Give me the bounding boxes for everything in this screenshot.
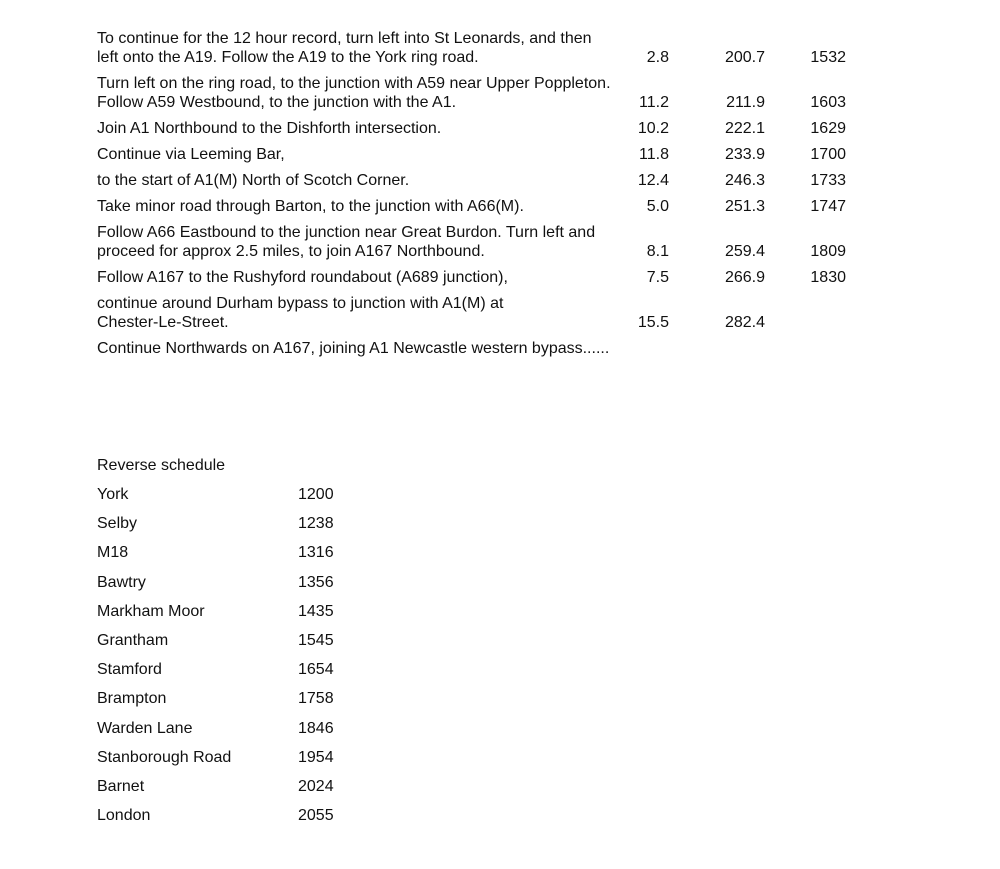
route-distance: 2.8 — [646, 49, 669, 66]
reverse-schedule-row — [97, 573, 357, 602]
route-description: To continue for the 12 hour record, turn left into St Leonards, and then left onto the A19. Follow the A19 to the York ring road. — [97, 30, 592, 66]
route-distance: 5.0 — [646, 198, 669, 215]
route-time: 1629 — [810, 120, 846, 137]
route-row — [97, 197, 857, 216]
route-distance: 15.5 — [637, 314, 669, 331]
reverse-schedule-row — [97, 514, 357, 543]
schedule-place: Barnet — [97, 777, 145, 795]
route-row — [97, 145, 857, 164]
route-row — [97, 268, 857, 287]
route-distance: 11.2 — [639, 94, 669, 111]
schedule-time: 2055 — [298, 807, 334, 825]
reverse-schedule — [97, 456, 357, 835]
route-row — [97, 339, 857, 358]
route-row — [97, 29, 857, 67]
route-cumulative-distance: 222.1 — [724, 120, 765, 137]
schedule-time: 1435 — [298, 602, 334, 620]
route-distance: 12.4 — [637, 172, 669, 189]
schedule-time: 1316 — [298, 544, 334, 562]
schedule-place: Stamford — [97, 661, 162, 679]
schedule-place: York — [97, 486, 129, 503]
route-time: 1603 — [810, 94, 846, 111]
schedule-time: 2024 — [298, 777, 334, 795]
route-row — [97, 223, 857, 261]
route-cumulative-distance: 282.4 — [724, 314, 765, 331]
schedule-place: Brampton — [97, 690, 167, 708]
route-row — [97, 119, 857, 138]
route-description: Follow A167 to the Rushyford roundabout (A689 junction), — [97, 269, 508, 286]
route-cumulative-distance: 259.4 — [724, 243, 765, 260]
schedule-place: Selby — [97, 515, 138, 533]
schedule-time: 1758 — [298, 690, 334, 708]
route-description: Continue via Leeming Bar, — [97, 146, 285, 163]
reverse-schedule-row — [97, 777, 357, 806]
schedule-time: 1545 — [298, 631, 334, 649]
route-row — [97, 294, 857, 332]
route-description: Turn left on the ring road, to the junction with A59 near Upper Poppleton. Follow A59 Westbound, to the junction with the A1. — [97, 75, 611, 111]
route-time: 1830 — [810, 269, 846, 286]
reverse-schedule-title: Reverse schedule — [97, 457, 226, 474]
schedule-place: Grantham — [97, 631, 169, 649]
reverse-schedule-row — [97, 602, 357, 631]
route-description: continue around Durham bypass to junction with A1(M) at Chester-Le-Street. — [97, 295, 504, 331]
route-distance: 7.5 — [646, 269, 669, 286]
route-row — [97, 74, 857, 112]
route-distance: 11.8 — [639, 146, 669, 163]
route-time: 1809 — [810, 243, 846, 260]
route-cumulative-distance: 200.7 — [724, 49, 765, 66]
route-distance: 10.2 — [637, 120, 669, 137]
schedule-place: Stanborough Road — [97, 748, 232, 766]
schedule-time: 1238 — [298, 515, 334, 533]
route-description: Join A1 Northbound to the Dishforth intersection. — [97, 120, 442, 137]
schedule-place: London — [97, 807, 151, 825]
schedule-place: Warden Lane — [97, 719, 193, 737]
route-time: 1747 — [810, 198, 846, 215]
route-cumulative-distance: 251.3 — [724, 198, 765, 215]
route-description: Continue Northwards on A167, joining A1 Newcastle western bypass...... — [97, 340, 610, 357]
route-time: 1532 — [810, 49, 846, 66]
reverse-schedule-row — [97, 543, 357, 572]
route-description: to the start of A1(M) North of Scotch Corner. — [97, 172, 410, 189]
route-cumulative-distance: 233.9 — [724, 146, 765, 163]
route-cumulative-distance: 211.9 — [726, 94, 765, 111]
reverse-schedule-row — [97, 660, 357, 689]
route-distance: 8.1 — [646, 243, 669, 260]
route-time: 1700 — [810, 146, 846, 163]
schedule-time: 1954 — [298, 748, 334, 766]
reverse-schedule-row — [97, 631, 357, 660]
route-cumulative-distance: 266.9 — [724, 269, 765, 286]
schedule-place: Bawtry — [97, 573, 146, 591]
schedule-time: 1654 — [298, 661, 334, 679]
reverse-schedule-row — [97, 806, 357, 835]
reverse-schedule-row — [97, 485, 357, 514]
schedule-time: 1356 — [298, 573, 334, 591]
reverse-schedule-row — [97, 748, 357, 777]
reverse-schedule-row — [97, 719, 357, 748]
route-time: 1733 — [810, 172, 846, 189]
schedule-place: M18 — [97, 544, 129, 562]
route-row — [97, 171, 857, 190]
route-description: Take minor road through Barton, to the junction with A66(M). — [97, 198, 524, 215]
schedule-time: 1200 — [298, 486, 334, 503]
route-cumulative-distance: 246.3 — [724, 172, 765, 189]
reverse-schedule-row — [97, 689, 357, 718]
schedule-place: Markham Moor — [97, 602, 205, 620]
schedule-time: 1846 — [298, 719, 334, 737]
route-description: Follow A66 Eastbound to the junction near Great Burdon. Turn left and proceed for approx 2.5 miles, to join A167 Northbound. — [97, 224, 596, 260]
route-directions-table — [97, 29, 857, 365]
